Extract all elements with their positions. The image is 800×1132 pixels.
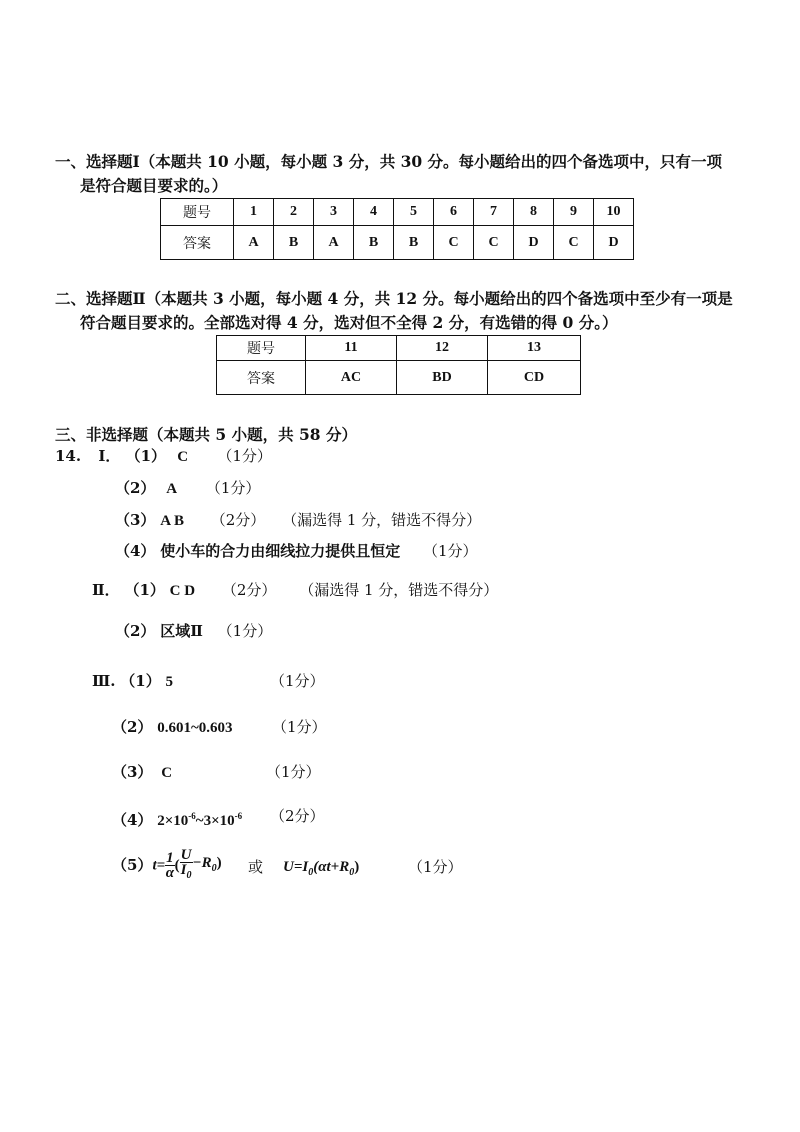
fraction-numerator: U bbox=[180, 847, 192, 863]
answer-cell: A bbox=[314, 226, 354, 260]
item-number: （2） bbox=[115, 479, 156, 497]
item-score: （1分） bbox=[205, 479, 261, 497]
question-number-cell: 5 bbox=[394, 199, 434, 226]
answer-line bbox=[115, 621, 272, 641]
item-number: （1） bbox=[120, 672, 161, 690]
answer-cell: B bbox=[354, 226, 394, 260]
item-answer: A bbox=[166, 481, 178, 497]
item-answer: C bbox=[161, 765, 173, 781]
item-answer: C D bbox=[169, 583, 196, 599]
formula-term: U=I bbox=[283, 859, 309, 875]
answer-line bbox=[112, 717, 233, 738]
section2-answer-table bbox=[216, 335, 581, 395]
table-row bbox=[161, 199, 634, 226]
fraction-denominator: α bbox=[165, 865, 175, 881]
item-number: （1） bbox=[125, 447, 167, 465]
item-number: （5） bbox=[112, 855, 153, 874]
item-answer: 使小车的合力由细线拉力提供且恒定 bbox=[160, 542, 401, 560]
formula-term: −R bbox=[192, 854, 212, 871]
row-label-answer: 答案 bbox=[217, 361, 306, 395]
fraction-1-over-alpha bbox=[165, 851, 175, 880]
item-note: （漏选得 1 分，错选不得分） bbox=[299, 581, 499, 599]
answer-cell: D bbox=[594, 226, 634, 260]
answer-cell: B bbox=[274, 226, 314, 260]
item-answer: A B bbox=[160, 513, 184, 529]
paren-close: ) bbox=[354, 859, 360, 875]
question-number-cell: 8 bbox=[514, 199, 554, 226]
item-score: （1分） bbox=[217, 447, 272, 465]
question-number-cell: 13 bbox=[488, 336, 581, 361]
question-number: 14. bbox=[55, 447, 82, 465]
formula-subscript: 0 bbox=[349, 867, 355, 878]
table-row bbox=[217, 361, 581, 395]
answer-cell: A bbox=[234, 226, 274, 260]
item-number: （4） bbox=[112, 811, 153, 829]
item-answer bbox=[157, 813, 242, 829]
item-score: （2分） bbox=[221, 581, 277, 599]
formula-t bbox=[152, 847, 222, 881]
item-answer: C bbox=[177, 449, 189, 465]
answer-cell: B bbox=[394, 226, 434, 260]
answer-exponent: -6 bbox=[234, 811, 243, 821]
table-row bbox=[161, 226, 634, 260]
answer-cell: D bbox=[514, 226, 554, 260]
paren-close: ) bbox=[216, 854, 222, 871]
fraction-denominator bbox=[180, 863, 193, 883]
answer-line bbox=[112, 762, 172, 783]
formula-term: (αt+R bbox=[313, 859, 350, 875]
item-score: （2分） bbox=[270, 807, 325, 825]
section1-answer-table bbox=[160, 198, 634, 260]
part-label: Ⅱ． bbox=[92, 581, 120, 599]
item-score: （1分） bbox=[270, 672, 325, 690]
question-number-cell: 1 bbox=[234, 199, 274, 226]
answer-exponent: -6 bbox=[188, 811, 196, 821]
answer-line bbox=[115, 541, 478, 561]
question-number-cell: 2 bbox=[274, 199, 314, 226]
answer-line bbox=[112, 848, 222, 883]
item-answer: 区域Ⅱ bbox=[160, 622, 203, 640]
item-answer: 0.601~0.603 bbox=[157, 720, 233, 736]
answer-base: ~3×10 bbox=[195, 813, 235, 829]
question-number-cell: 4 bbox=[354, 199, 394, 226]
item-note: （漏选得 1 分，错选不得分） bbox=[282, 511, 482, 529]
item-score: （1分） bbox=[266, 763, 321, 781]
answer-cell: C bbox=[474, 226, 514, 260]
row-label-answer: 答案 bbox=[161, 226, 234, 260]
answer-line bbox=[92, 580, 498, 601]
question-number-cell: 7 bbox=[474, 199, 514, 226]
question-number-cell: 3 bbox=[314, 199, 354, 226]
or-word: 或 bbox=[248, 858, 264, 876]
item-answer: 5 bbox=[165, 674, 173, 690]
item-score: （2分） bbox=[210, 511, 266, 529]
answer-line bbox=[115, 478, 260, 499]
part-label: Ⅰ． bbox=[98, 447, 121, 465]
answer-line bbox=[115, 510, 481, 531]
answer-cell: AC bbox=[306, 361, 397, 395]
formula-subscript: 0 bbox=[308, 867, 314, 878]
question-number-cell: 6 bbox=[434, 199, 474, 226]
fraction-denominator-base: I bbox=[180, 862, 187, 878]
answer-cell: C bbox=[434, 226, 474, 260]
answer-cell: BD bbox=[397, 361, 488, 395]
item-score: （1分） bbox=[408, 858, 463, 876]
row-label-number: 题号 bbox=[161, 199, 234, 226]
table-row bbox=[217, 336, 581, 361]
paren-open: ( bbox=[174, 857, 180, 874]
part-label: Ⅲ. bbox=[92, 672, 116, 690]
question-number-cell: 10 bbox=[594, 199, 634, 226]
fraction-u-over-i0 bbox=[180, 848, 193, 883]
item-number: （3） bbox=[115, 511, 156, 529]
item-number: （3） bbox=[112, 763, 153, 781]
formula-rest bbox=[192, 854, 222, 874]
fraction-denominator-subscript: 0 bbox=[186, 870, 192, 881]
question-number-cell: 9 bbox=[554, 199, 594, 226]
answer-line bbox=[112, 806, 242, 831]
answer-base: 2×10 bbox=[157, 813, 189, 829]
item-number: （1） bbox=[124, 581, 165, 599]
answer-line bbox=[92, 671, 173, 692]
answer-cell: C bbox=[554, 226, 594, 260]
section2-title-line2: 符合题目要求的。全部选对得 4 分，选对但不全得 2 分，有选错的得 0 分。） bbox=[80, 313, 618, 332]
formula-lhs: t= bbox=[152, 857, 166, 874]
section2-title-line1: 二、选择题Ⅱ（本题共 3 小题，每小题 4 分，共 12 分。每小题给出的四个备选项中至少有一项是 bbox=[55, 289, 733, 308]
formula-subscript: 0 bbox=[211, 862, 217, 874]
item-number: （4） bbox=[115, 542, 156, 560]
item-number: （2） bbox=[115, 622, 156, 640]
row-label-number: 题号 bbox=[217, 336, 306, 361]
item-score: （1分） bbox=[217, 622, 273, 640]
item-number: （2） bbox=[112, 718, 153, 736]
answer-cell: CD bbox=[488, 361, 581, 395]
fraction-numerator: 1 bbox=[166, 850, 174, 866]
section1-title-line2: 是符合题目要求的。） bbox=[80, 176, 228, 195]
formula-alt bbox=[283, 857, 359, 883]
section1-title-line1: 一、选择题Ⅰ（本题共 10 小题，每小题 3 分，共 30 分。每小题给出的四个备选项中，只有一项 bbox=[55, 152, 723, 171]
item-score: （1分） bbox=[423, 542, 478, 560]
question-14-line bbox=[55, 446, 272, 467]
question-number-cell: 11 bbox=[306, 336, 397, 361]
item-score: （1分） bbox=[272, 718, 327, 736]
question-number-cell: 12 bbox=[397, 336, 488, 361]
section3-title: 三、非选择题（本题共 5 小题，共 58 分） bbox=[55, 425, 357, 444]
